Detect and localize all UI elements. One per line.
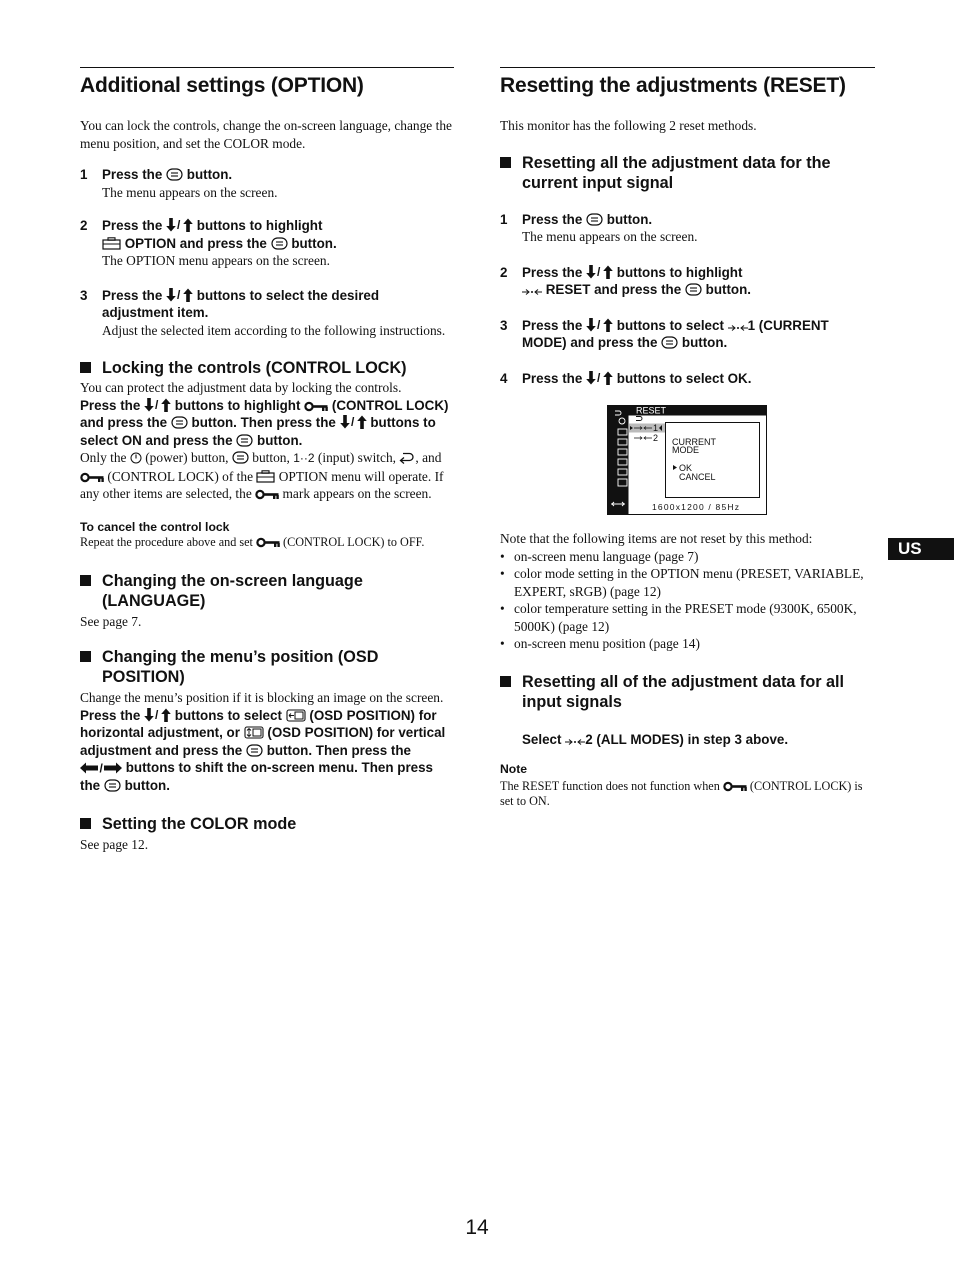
step-number: 4 [500,370,508,386]
menu-button-icon [271,237,288,250]
menu-button-icon [246,744,263,757]
key-lock-icon [304,401,328,412]
svg-text:/: / [350,415,354,429]
left-column [80,67,454,854]
heading-color-mode: Setting the COLOR mode [80,814,454,834]
step-number: 3 [80,287,88,303]
heading-osd-position: Changing the menu’s position (OSD POSITION) [80,647,454,687]
control-lock-notes: Only the (power) button, button, 1··2 (input) switch, , and (CONTROL LOCK) of the OPTION menu will operate. If any other items are selected, the mark appears on the screen. [80,450,444,501]
power-icon [130,452,142,464]
option-toolbox-icon [102,237,121,250]
control-lock-intro: You can protect the adjustment data by locking the controls. [80,380,402,395]
down-up-arrows-icon [586,318,613,332]
note-text: The RESET function does not function when (CONTROL LOCK) is set to ON. [500,779,863,808]
list-item: • on-screen menu language (page 7) [500,548,875,566]
key-lock-icon [80,472,104,483]
menu-button-icon [171,416,188,429]
osd-screen-wrapper [500,405,875,515]
horizontal-position-icon [286,709,306,722]
option-intro: You can lock the controls, change the on-screen language, change the menu position, and set the COLOR mode. [80,118,452,151]
square-bullet-icon [80,651,91,662]
osd-mode-label: MODE [672,445,699,455]
option-toolbox-icon [256,470,275,483]
step-number: 2 [500,264,508,280]
osd-ok-option: OK [679,463,693,473]
menu-button-icon [661,336,678,349]
reset-step-1: 1 Press the button. The menu appears on the screen. [500,211,875,246]
square-bullet-icon [80,575,91,586]
down-up-arrows-icon [586,371,613,385]
step-number: 1 [80,167,88,182]
down-up-arrows-icon [144,398,171,412]
step-number: 2 [80,218,88,233]
top-rule [500,67,875,68]
menu-button-icon [586,213,603,226]
key-lock-icon [256,537,280,548]
section-title-option: Additional settings (OPTION) [80,74,364,97]
reset-step-4: 4 Press the / buttons to select OK. [500,370,752,386]
option-step-2: 2 Press the / buttons to highlight OPTION and press the button. The OPTION menu appears on the screen. [80,217,454,270]
heading-language: Changing the on-screen language (LANGUAGE) [80,571,454,611]
down-up-arrows-icon [144,708,171,722]
input-switch-label: 1··2 [293,451,315,465]
key-lock-icon [255,489,279,500]
heading-reset-current: Resetting all the adjustment data for the current input signal [500,153,875,193]
list-item: • color mode setting in the OPTION menu (PRESET, VARIABLE, EXPERT, sRGB) (page 12) [500,565,875,600]
heading-reset-all: Resetting all of the adjustment data for all input signals [500,672,875,712]
step-description: The menu appears on the screen. [102,184,278,200]
square-bullet-icon [500,676,511,687]
square-bullet-icon [80,362,91,373]
step-description: The OPTION menu appears on the screen. [102,253,330,268]
left-right-arrows-icon [80,762,122,774]
square-bullet-icon [80,818,91,829]
osd-submenu-box [666,423,760,498]
svg-text:/: / [597,370,601,385]
osd-cancel-option: CANCEL [679,472,716,482]
menu-button-icon [685,283,702,296]
color-mode-text: See page 12. [80,837,149,852]
note-heading: Note [500,762,528,776]
svg-text:/: / [177,218,181,232]
down-up-arrows-icon [166,218,193,232]
heading-control-lock: Locking the controls (CONTROL LOCK) [80,358,454,378]
down-up-arrows-icon [166,288,193,302]
not-reset-list [500,548,875,653]
menu-button-icon [104,779,121,792]
top-rule [80,67,454,68]
reset-all-instruction: Select 2 (ALL MODES) in step 3 above. [522,731,789,747]
vertical-position-icon [244,726,264,739]
reset-icon [728,324,748,332]
svg-text:/: / [597,317,601,332]
osd-resolution: 1600x1200 / 85Hz [652,502,741,512]
option-step-3: 3 Press the / buttons to select the desired adjustment item. Adjust the selected item according to the following instructions. [80,287,454,340]
control-lock-instructions: Press the / buttons to highlight (CONTROL LOCK) and press the button. Then press the / buttons to select ON and press the button. [80,397,449,448]
reset-step-2: 2 Press the / buttons to highlight RESET and press the button. [500,264,751,297]
step-description: Adjust the selected item according to the following instructions. [102,322,446,338]
reset-intro: This monitor has the following 2 reset methods. [500,118,757,133]
cancel-lock-text: Repeat the procedure above and set (CONTROL LOCK) to OFF. [80,534,425,549]
osd-item1-label: 1 [653,423,659,433]
down-up-arrows-icon [340,415,367,429]
cancel-lock-heading: To cancel the control lock [80,519,230,534]
svg-text:/: / [597,264,601,279]
reset-icon [565,738,585,746]
down-up-arrows-icon [586,265,613,279]
step-number: 1 [500,211,508,227]
language-text: See page 7. [80,613,142,629]
key-lock-icon [723,781,747,792]
not-reset-intro: Note that the following items are not reset by this method: [500,531,813,546]
osd-item2-label: 2 [653,433,659,443]
list-item: • on-screen menu position (page 14) [500,635,875,653]
svg-text:/: / [155,397,159,412]
svg-text:/: / [155,707,159,722]
reset-icon [522,288,542,296]
osd-reset-screen [607,405,767,515]
osd-title: RESET [636,405,667,416]
menu-button-icon [166,168,183,181]
svg-text:/: / [99,762,103,774]
square-bullet-icon [500,157,511,168]
option-step-1: 1 Press the button. The menu appears on the screen. [80,166,454,201]
language-tab-us: US [888,538,954,560]
menu-button-icon [232,451,249,464]
page-number: 14 [465,1216,489,1239]
osd-current-label: CURRENT [672,437,716,447]
svg-text:/: / [177,287,181,302]
section-title-reset: Resetting the adjustments (RESET) [500,74,846,97]
step-number: 3 [500,317,508,333]
osd-position-intro: Change the menu’s position if it is blocking an image on the screen. [80,690,444,705]
return-arrow-icon [399,451,415,464]
osd-position-instructions: Press the / buttons to select (OSD POSITION) for horizontal adjustment, or (OSD POSITION) for vertical adjustment and press the button. Then press the / buttons to shift the on-screen menu. Then press the button. [80,707,446,793]
right-column [500,67,875,809]
list-item: • color temperature setting in the PRESET mode (9300K, 6500K, 5000K) (page 12) [500,600,875,635]
step-description: The menu appears on the screen. [522,229,698,244]
reset-step-3: 3 Press the / buttons to select 1 (CURRENT MODE) and press the button. [500,317,829,350]
menu-button-icon [236,434,253,447]
